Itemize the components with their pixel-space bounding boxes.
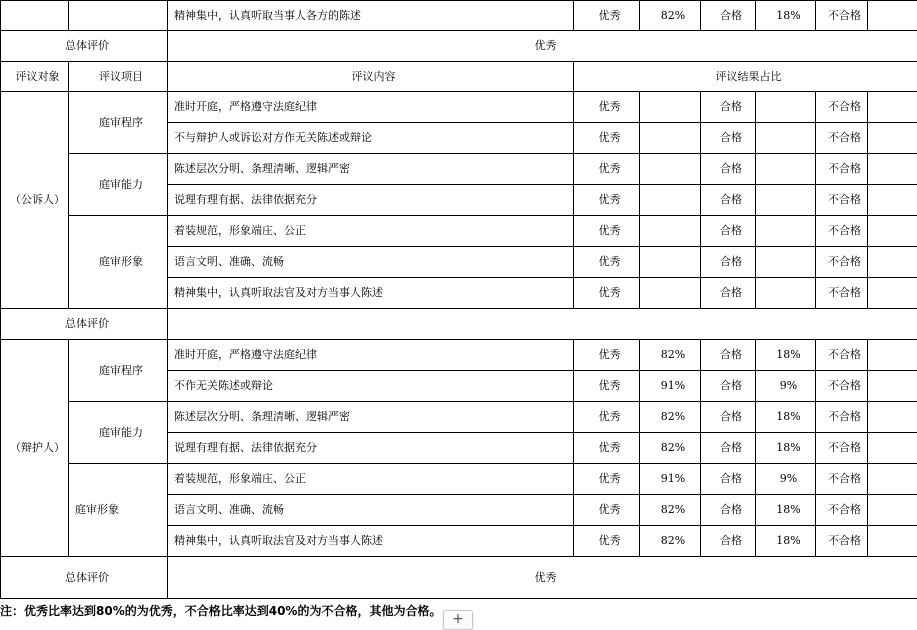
table-row (1, 216, 917, 247)
content-cell: 精神集中，认真听取当事人各方的陈述 (168, 1, 574, 31)
pass-label: 合格 (701, 278, 756, 309)
pass-percent (756, 216, 816, 247)
pass-percent (756, 185, 816, 216)
excellent-label: 优秀 (574, 92, 640, 123)
fail-label: 不合格 (816, 464, 868, 495)
pass-percent (756, 278, 816, 309)
fail-label: 不合格 (816, 433, 868, 464)
overall-label: 总体评价 (1, 557, 168, 599)
content-cell: 陈述层次分明、条理清晰、逻辑严密 (168, 154, 574, 185)
fail-percent (868, 464, 917, 495)
fail-label: 不合格 (816, 278, 868, 309)
excellent-label: 优秀 (574, 371, 640, 402)
fail-percent (868, 371, 917, 402)
pass-label: 合格 (701, 340, 756, 371)
fail-percent (868, 92, 917, 123)
excellent-label: 优秀 (574, 123, 640, 154)
overall-verdict (168, 309, 917, 340)
table-row (1, 340, 917, 371)
fail-label: 不合格 (816, 371, 868, 402)
content-cell: 不与辩护人或诉讼对方作无关陈述或辩论 (168, 123, 574, 154)
excellent-label: 优秀 (574, 1, 640, 31)
content-cell: 不作无关陈述或辩论 (168, 371, 574, 402)
pass-percent: 18% (756, 1, 816, 31)
excellent-percent: 82% (640, 340, 701, 371)
content-cell: 精神集中，认真听取法官及对方当事人陈述 (168, 526, 574, 557)
content-cell: 准时开庭，严格遵守法庭纪律 (168, 92, 574, 123)
excellent-percent: 82% (640, 433, 701, 464)
fail-percent (868, 1, 917, 31)
header-result: 评议结果占比 (574, 62, 917, 92)
excellent-percent: 91% (640, 371, 701, 402)
object-defender: （辩护人） (1, 340, 69, 557)
pass-label: 合格 (701, 402, 756, 433)
fail-label: 不合格 (816, 495, 868, 526)
pass-label: 合格 (701, 185, 756, 216)
pass-percent: 18% (756, 402, 816, 433)
content-cell: 着装规范，形象端庄、公正 (168, 464, 574, 495)
excellent-percent: 91% (640, 464, 701, 495)
item-ability: 庭审能力 (69, 402, 168, 464)
excellent-label: 优秀 (574, 185, 640, 216)
excellent-percent (640, 216, 701, 247)
overall-verdict: 优秀 (168, 557, 917, 599)
excellent-percent (640, 123, 701, 154)
plus-icon: + (452, 611, 464, 627)
excellent-percent: 82% (640, 1, 701, 31)
table-row (1, 464, 917, 495)
fail-percent (868, 402, 917, 433)
header-item: 评议项目 (69, 62, 168, 92)
pass-percent: 9% (756, 371, 816, 402)
item-cell (69, 1, 168, 31)
fail-label: 不合格 (816, 1, 868, 31)
table-row (1, 92, 917, 123)
excellent-label: 优秀 (574, 495, 640, 526)
content-cell: 说理有理有据、法律依据充分 (168, 185, 574, 216)
content-cell: 语言文明、准确、流畅 (168, 247, 574, 278)
content-cell: 说理有理有据、法律依据充分 (168, 433, 574, 464)
pass-percent: 9% (756, 464, 816, 495)
header-content: 评议内容 (168, 62, 574, 92)
fail-label: 不合格 (816, 340, 868, 371)
pass-label: 合格 (701, 92, 756, 123)
pass-label: 合格 (701, 154, 756, 185)
pass-label: 合格 (701, 495, 756, 526)
fail-label: 不合格 (816, 247, 868, 278)
content-cell: 语言文明、准确、流畅 (168, 495, 574, 526)
overall-row (1, 309, 917, 340)
excellent-label: 优秀 (574, 216, 640, 247)
fail-percent (868, 216, 917, 247)
fail-label: 不合格 (816, 402, 868, 433)
excellent-percent (640, 247, 701, 278)
content-cell: 着装规范，形象端庄、公正 (168, 216, 574, 247)
pass-percent: 18% (756, 526, 816, 557)
pass-percent: 18% (756, 433, 816, 464)
excellent-percent (640, 154, 701, 185)
pass-percent (756, 154, 816, 185)
table-row (1, 402, 917, 433)
fail-percent (868, 526, 917, 557)
fail-percent (868, 247, 917, 278)
item-image: 庭审形象 (69, 216, 168, 309)
content-cell: 准时开庭，严格遵守法庭纪律 (168, 340, 574, 371)
table-row (1, 154, 917, 185)
object-cell (1, 1, 69, 31)
fail-percent (868, 185, 917, 216)
fail-label: 不合格 (816, 216, 868, 247)
excellent-label: 优秀 (574, 247, 640, 278)
item-ability: 庭审能力 (69, 154, 168, 216)
content-cell: 陈述层次分明、条理清晰、逻辑严密 (168, 402, 574, 433)
item-procedure: 庭审程序 (69, 92, 168, 154)
pass-label: 合格 (701, 464, 756, 495)
fail-percent (868, 278, 917, 309)
excellent-percent: 82% (640, 495, 701, 526)
fail-percent (868, 123, 917, 154)
fail-percent (868, 495, 917, 526)
fail-label: 不合格 (816, 123, 868, 154)
pass-percent (756, 247, 816, 278)
excellent-label: 优秀 (574, 278, 640, 309)
fail-label: 不合格 (816, 185, 868, 216)
fail-percent (868, 433, 917, 464)
table-row (1, 1, 917, 31)
pass-label: 合格 (701, 123, 756, 154)
header-row (1, 62, 917, 92)
excellent-label: 优秀 (574, 433, 640, 464)
excellent-label: 优秀 (574, 402, 640, 433)
header-object: 评议对象 (1, 62, 69, 92)
excellent-percent: 82% (640, 402, 701, 433)
pass-label: 合格 (701, 526, 756, 557)
fail-label: 不合格 (816, 154, 868, 185)
pass-label: 合格 (701, 433, 756, 464)
object-prosecutor: （公诉人） (1, 92, 69, 309)
content-cell: 精神集中，认真听取法官及对方当事人陈述 (168, 278, 574, 309)
pass-label: 合格 (701, 371, 756, 402)
footnote: 注：优秀比率达到80%的为优秀，不合格比率达到40%的为不合格，其他为合格。 (0, 604, 442, 618)
excellent-label: 优秀 (574, 340, 640, 371)
fail-percent (868, 154, 917, 185)
fail-label: 不合格 (816, 526, 868, 557)
pass-label: 合格 (701, 247, 756, 278)
pass-percent (756, 123, 816, 154)
excellent-percent: 82% (640, 526, 701, 557)
pass-percent: 18% (756, 340, 816, 371)
overall-label: 总体评价 (1, 31, 168, 62)
overall-label: 总体评价 (1, 309, 168, 340)
overall-row (1, 557, 917, 599)
excellent-label: 优秀 (574, 526, 640, 557)
excellent-percent (640, 185, 701, 216)
pass-percent: 18% (756, 495, 816, 526)
pass-label: 合格 (701, 1, 756, 31)
overall-row (1, 31, 917, 62)
excellent-percent (640, 92, 701, 123)
fail-percent (868, 340, 917, 371)
excellent-label: 优秀 (574, 154, 640, 185)
pass-percent (756, 92, 816, 123)
pass-label: 合格 (701, 216, 756, 247)
fail-label: 不合格 (816, 92, 868, 123)
add-sheet-button[interactable] (443, 610, 473, 630)
excellent-label: 优秀 (574, 464, 640, 495)
excellent-percent (640, 278, 701, 309)
item-procedure: 庭审程序 (69, 340, 168, 402)
overall-verdict: 优秀 (168, 31, 917, 62)
item-image: 庭审形象 (69, 464, 168, 557)
